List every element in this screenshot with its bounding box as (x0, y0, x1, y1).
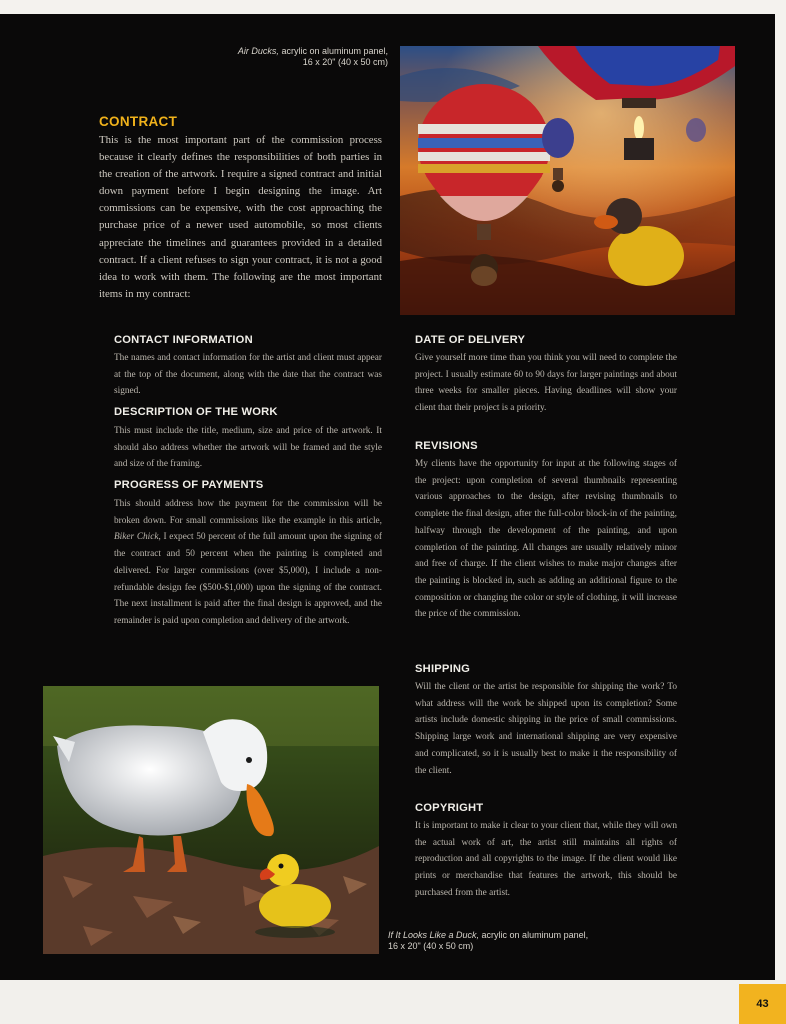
progress-body-title: Biker Chick (114, 532, 159, 543)
progress-body-part1: This should address how the payment for the commission will be broken down. For small commissions like the example in this article, (114, 499, 382, 526)
shipping-body: Will the client or the artist be responsible for shipping the work? To what address will the work be shipped upon its completion? Some artists include domestic shipping in the price of small commissions. Shipping large work and international shipping are very expensive and complicated, so it is usually best to make it the responsibility of the client. (415, 682, 677, 776)
contact-info-heading: CONTACT INFORMATION (114, 334, 253, 346)
description-body: This must include the title, medium, size and price of the artwork. It should also address whether the artwork will be framed and the style and size of the framing. (114, 426, 382, 470)
caption-title: Air Ducks, (237, 46, 279, 56)
progress-body (114, 496, 382, 630)
caption-size: 16 x 20" (40 x 50 cm) (302, 57, 388, 67)
progress-body-part2: , I expect 50 percent of the full amount upon the signing of the contract and 50 percent when the painting is completed and delivered. For larger commissions (over $5,000), I include a non-refundable design fee ($500-$1,000) upon the signing of the contract. The next installment is paid after the final design is approved, and the remainder is paid upon completion and delivery of the artwork. (114, 532, 382, 626)
copyright-heading: COPYRIGHT (415, 802, 484, 814)
contract-body: This is the most important part of the commission process because it clearly defines the responsibilities of both parties in the creation of the artwork. I require a signed contract and initial down payment before I begin designing the image. Art commissions can be expensive, with the cost approaching the purchase price of a newer used automobile, so most clients appreciate the timelines and guarantees provided in a detailed contract. If a client refuses to sign your contract, it is not a good idea to work with them. The following are the most important items in my contract: (99, 134, 382, 300)
duck-painting (43, 686, 379, 954)
copyright-body: It is important to make it clear to your client that, while they will own the actual work of art, the artist still maintains all rights of reproduction and all copyrights to the image. If the client would like prints or merchandise that features the artwork, this should be purchased from the artist. (415, 821, 677, 898)
delivery-heading: DATE OF DELIVERY (415, 334, 526, 346)
caption-air-ducks (220, 46, 388, 68)
caption-title: If It Looks Like a Duck, (388, 930, 480, 940)
delivery-body: Give yourself more time than you think you will need to complete the project. I usually estimate 60 to 90 days for larger paintings and about three weeks for smaller pieces. Having deadlines will show your client that their project is a priority. (415, 353, 677, 414)
revisions-body: My clients have the opportunity for input at the following stages of the project: upon completion of several thumbnails representing various approaches to the design, after revising thumbnails to complete the final design, after the full-color block-in of the painting, halfway through the development of the painting, and upon completion of the painting. All changes are usually relatively minor and free of charge. If the client wishes to make major changes after the painting is blocked in, such as adding an additional figure to the composition or changing the color or style of clothing, it will increase the price of the commission. (415, 459, 677, 620)
page-edge (0, 980, 786, 1024)
contract-heading: CONTRACT (99, 114, 178, 129)
description-heading: DESCRIPTION OF THE WORK (114, 406, 278, 418)
caption-size: 16 x 20" (40 x 50 cm) (388, 941, 474, 951)
progress-heading: PROGRESS OF PAYMENTS (114, 479, 264, 491)
caption-medium: acrylic on aluminum panel, (278, 46, 388, 56)
caption-medium: acrylic on aluminum panel, (479, 930, 589, 940)
revisions-heading: REVISIONS (415, 440, 478, 452)
air-ducks-painting (400, 46, 735, 315)
page-number: 43 (739, 984, 786, 1024)
contact-info-body: The names and contact information for the artist and client must appear at the top of the document, along with the date that the contract was signed. (114, 353, 382, 397)
caption-duck (388, 930, 648, 952)
shipping-heading: SHIPPING (415, 663, 471, 675)
